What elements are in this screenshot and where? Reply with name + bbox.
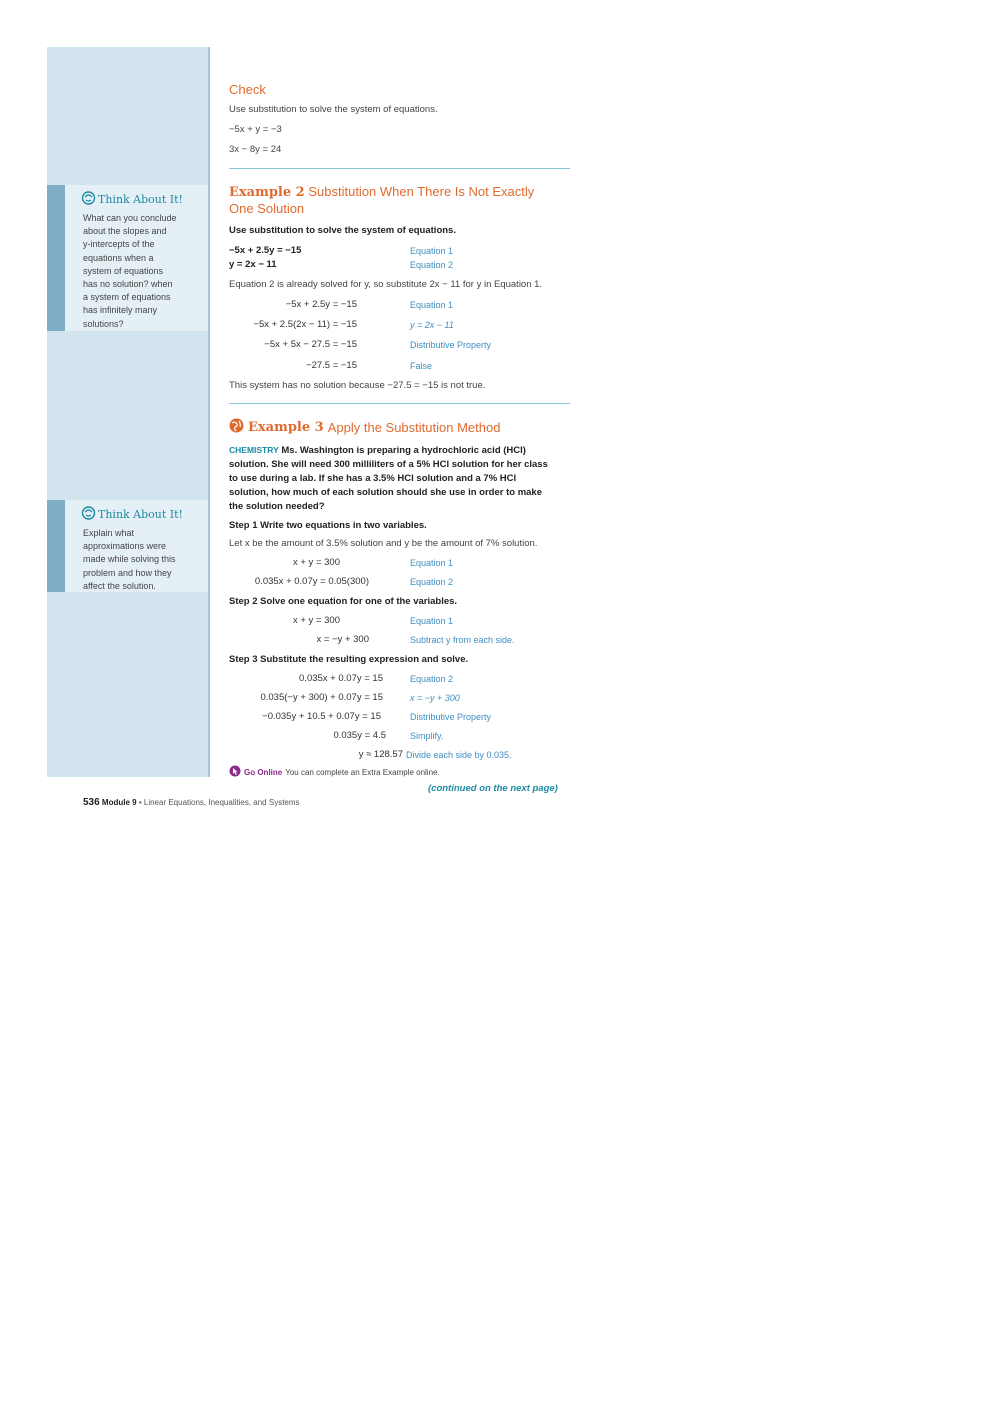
page-number: 536 [83, 797, 100, 808]
check-instruction: Use substitution to solve the system of equations. [229, 104, 438, 115]
step-reason: Distributive Property [410, 340, 492, 350]
solution-step: −5x + 2.5(2x − 11) = −15 [253, 319, 357, 330]
think-about-it-box-2 [47, 500, 208, 592]
check-equation-2: 3x − 8y = 24 [229, 144, 282, 155]
solution-step: −0.035y + 10.5 + 0.07y = 15 [262, 711, 381, 722]
step-1-text: Let x be the amount of 3.5% solution and y be the amount of 7% solution. [229, 538, 538, 549]
globe-icon [229, 418, 244, 437]
example-3-problem: CHEMISTRY Ms. Washington is preparing a hydrochloric acid (HCl) solution. She will need 300 milliliters of a 5% HCl solution for her class to use during a lab. If she has a 3.5% HCl solution and a 7% HCl solution, how much of each solution should she use in order to make the solution needed? [229, 445, 548, 512]
chapter-title: Linear Equations, Inequalities, and Systems [143, 798, 300, 807]
equation-label: Equation 1 [410, 246, 454, 256]
example-2-conclusion: This system has no solution because −27.5 = −15 is not true. [229, 380, 486, 391]
section-divider [229, 168, 570, 169]
step-reason: Equation 1 [410, 558, 454, 568]
go-online-note[interactable] [229, 765, 440, 779]
brain-icon [81, 506, 96, 523]
example-title-continued: One Solution [229, 201, 305, 216]
example-2-heading [229, 184, 569, 217]
example-label: Example 3 [248, 419, 324, 435]
cursor-icon [229, 765, 241, 779]
step-reason: Subtract y from each side. [410, 635, 515, 645]
example-label: Example 2 [229, 185, 305, 200]
example-2-instruction: Use substitution to solve the system of equations. [229, 225, 456, 236]
solution-step: y ≈ 128.57 [358, 749, 403, 760]
solution-step: −5x + 5x − 27.5 = −15 [264, 339, 357, 350]
step-reason: Equation 1 [410, 300, 454, 310]
equation-label: Equation 2 [410, 260, 454, 270]
brain-icon [81, 191, 96, 208]
tip-accent-bar [47, 500, 65, 592]
module-label: Module 9 [101, 798, 137, 807]
think-about-it-box-1 [47, 185, 208, 331]
sidebar-divider [208, 47, 210, 777]
solution-step: −5x + 2.5y = −15 [285, 299, 357, 310]
tip-body: What can you conclude about the slopes and y-intercepts of the equations when a system of equations has no solution? when a system of equations has infinitely many solutions? [83, 213, 177, 329]
solution-step: 0.035x + 0.07y = 0.05(300) [254, 576, 369, 587]
solution-step: −27.5 = −15 [306, 360, 357, 371]
example-2-explanation: Equation 2 is already solved for y, so substitute 2x − 11 for y in Equation 1. [229, 279, 543, 290]
example-3-heading [229, 418, 500, 437]
step-1-heading: Step 1 Write two equations in two variables. [229, 520, 427, 531]
solution-step: 0.035(−y + 300) + 0.07y = 15 [260, 692, 383, 703]
tip-accent-bar [47, 185, 65, 331]
step-reason: Simplify. [410, 731, 444, 741]
step-reason: Distributive Property [410, 712, 492, 722]
step-reason: x = −y + 300 [410, 693, 460, 703]
tip-title: Think About It! [98, 193, 183, 206]
tip-title: Think About It! [98, 508, 183, 521]
solution-step: 0.035y = 4.5 [333, 730, 386, 741]
sidebar-panel [47, 47, 208, 777]
footer-bullet: • [138, 798, 142, 807]
step-reason: Equation 1 [410, 616, 454, 626]
step-reason: Divide each side by 0.035. [406, 750, 512, 760]
section-divider [229, 403, 570, 404]
system-equation-1: −5x + 2.5y = −15 [229, 245, 302, 256]
step-3-heading: Step 3 Substitute the resulting expression and solve. [229, 654, 469, 665]
go-online-label[interactable]: Go Online [244, 767, 283, 777]
continued-note: (continued on the next page) [428, 783, 558, 794]
solution-step: x = −y + 300 [316, 634, 369, 645]
step-reason: Equation 2 [410, 577, 454, 587]
solution-step: x + y = 300 [292, 615, 340, 626]
solution-step: x + y = 300 [292, 557, 340, 568]
check-heading: Check [229, 82, 266, 97]
page-footer [83, 797, 300, 808]
tip-body: Explain what approximations were made while solving this problem and how they affect the solution. [83, 528, 176, 591]
example-title: Substitution When There Is Not Exactly [308, 184, 535, 199]
step-reason: y = 2x − 11 [410, 320, 454, 330]
step-reason: False [410, 361, 433, 371]
solution-step: 0.035x + 0.07y = 15 [299, 673, 383, 684]
go-online-text: You can complete an Extra Example online. [285, 767, 440, 777]
example-title: Apply the Substitution Method [327, 419, 501, 435]
subject-tag: CHEMISTRY [229, 445, 279, 455]
step-reason: Equation 2 [410, 674, 454, 684]
check-equation-1: −5x + y = −3 [229, 124, 282, 135]
step-2-heading: Step 2 Solve one equation for one of the variables. [229, 596, 458, 607]
system-equation-2: y = 2x − 11 [229, 259, 277, 270]
